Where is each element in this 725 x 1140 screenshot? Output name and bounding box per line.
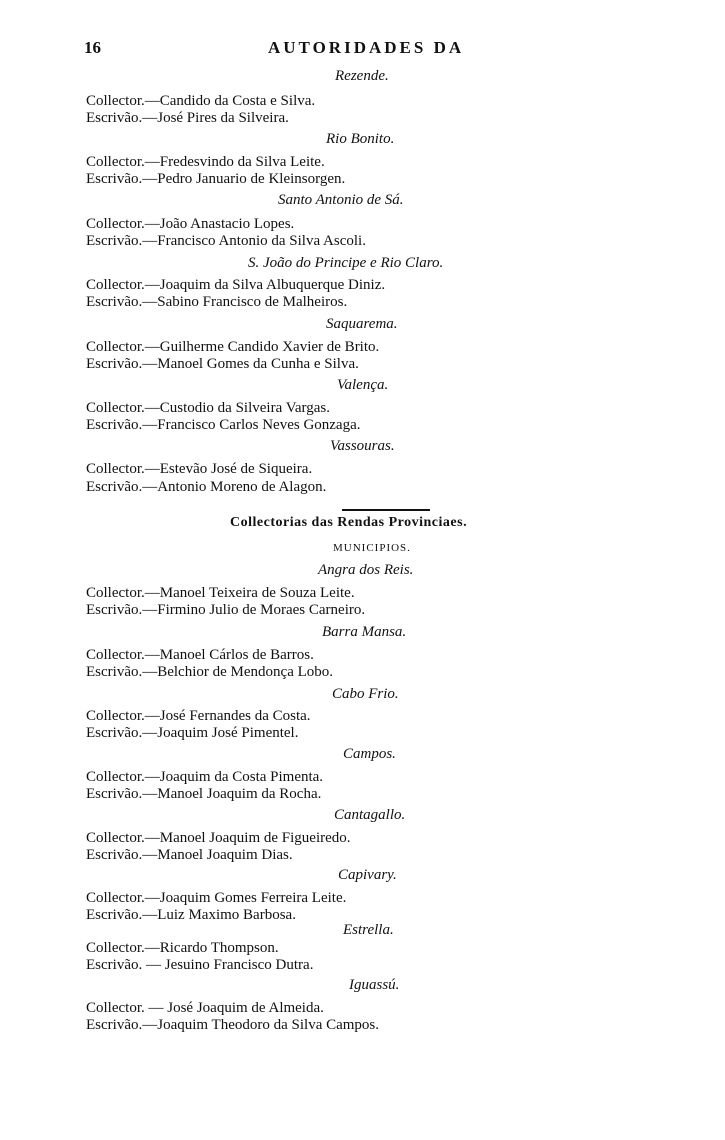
place-heading: Campos. xyxy=(343,746,396,762)
escrivao-line: Escrivão.—Sabino Francisco de Malheiros. xyxy=(86,294,348,310)
escrivao-line: Escrivão.—José Pires da Silveira. xyxy=(86,110,289,126)
place-heading-text: S. João do Principe e Rio Claro. xyxy=(248,255,444,271)
collector-line: Collector.—Guilherme Candido Xavier de Brito. xyxy=(86,339,380,355)
running-title: AUTORIDADES DA xyxy=(268,38,465,57)
section-title: Collectorias das Rendas Provinciaes. xyxy=(230,515,468,530)
collector-line: Collector. — José Joaquim de Almeida. xyxy=(86,1000,324,1016)
section-subtitle: MUNICIPIOS. xyxy=(333,542,411,554)
page-number: 16 xyxy=(84,38,101,57)
escrivao-line: Escrivão.—Antonio Moreno de Alagon. xyxy=(86,479,327,495)
place-heading xyxy=(248,255,443,272)
collector-line: Collector.—Joaquim da Silva Albuquerque Diniz. xyxy=(86,277,386,293)
escrivao-line: Escrivão.—Firmino Julio de Moraes Carneiro. xyxy=(86,602,366,618)
escrivao-line: Escrivão.—Luiz Maximo Barbosa. xyxy=(86,907,296,923)
place-heading: Cabo Frio. xyxy=(332,686,399,702)
collector-line: Collector.—Estevão José de Siqueira. xyxy=(86,461,313,477)
collector-line: Collector.—Fredesvindo da Silva Leite. xyxy=(86,154,325,170)
escrivao-line: Escrivão. — Jesuino Francisco Dutra. xyxy=(86,957,314,973)
collector-line: Collector.—José Fernandes da Costa. xyxy=(86,708,311,724)
escrivao-line: Escrivão.—Manoel Joaquim da Rocha. xyxy=(86,786,322,802)
place-heading: Capivary. xyxy=(338,867,397,883)
escrivao-line: Escrivão.—Pedro Januario de Kleinsorgen. xyxy=(86,171,346,187)
escrivao-line: Escrivão.—Joaquim Theodoro da Silva Campos. xyxy=(86,1017,380,1033)
collector-line: Collector.—Manoel Joaquim de Figueiredo. xyxy=(86,830,351,846)
place-heading: Barra Mansa. xyxy=(322,624,407,640)
place-heading: Cantagallo. xyxy=(334,807,406,823)
place-heading: Valença. xyxy=(337,377,389,393)
escrivao-line: Escrivão.—Manoel Joaquim Dias. xyxy=(86,847,293,863)
collector-line: Collector.—Joaquim da Costa Pimenta. xyxy=(86,769,324,785)
collector-line: Collector.—Joaquim Gomes Ferreira Leite. xyxy=(86,890,347,906)
place-heading: Angra dos Reis. xyxy=(318,562,414,578)
escrivao-line: Escrivão.—Manoel Gomes da Cunha e Silva. xyxy=(86,356,359,372)
place-heading: Saquarema. xyxy=(326,316,398,332)
escrivao-line: Escrivão.—Joaquim José Pimentel. xyxy=(86,725,299,741)
place-heading: Vassouras. xyxy=(330,438,395,454)
collector-line: Collector.—Manoel Cárlos de Barros. xyxy=(86,647,314,663)
collector-line: Collector.—Custodio da Silveira Vargas. xyxy=(86,400,331,416)
place-heading: Rezende. xyxy=(335,68,389,84)
escrivao-line: Escrivão.—Francisco Carlos Neves Gonzaga. xyxy=(86,417,361,433)
escrivao-line: Escrivão.—Francisco Antonio da Silva Ascoli. xyxy=(86,233,366,249)
collector-line: Collector.—Manoel Teixeira de Souza Leite. xyxy=(86,585,355,601)
collector-line: Collector.—Ricardo Thompson. xyxy=(86,940,279,956)
place-heading: Estrella. xyxy=(343,922,394,938)
place-heading: Rio Bonito. xyxy=(326,131,395,147)
section-divider xyxy=(342,509,430,511)
place-heading: Santo Antonio de Sá. xyxy=(278,192,404,208)
collector-line: Collector.—Candido da Costa e Silva. xyxy=(86,93,316,109)
place-heading: Iguassú. xyxy=(349,977,400,993)
collector-line: Collector.—João Anastacio Lopes. xyxy=(86,216,295,232)
escrivao-line: Escrivão.—Belchior de Mendonça Lobo. xyxy=(86,664,334,680)
